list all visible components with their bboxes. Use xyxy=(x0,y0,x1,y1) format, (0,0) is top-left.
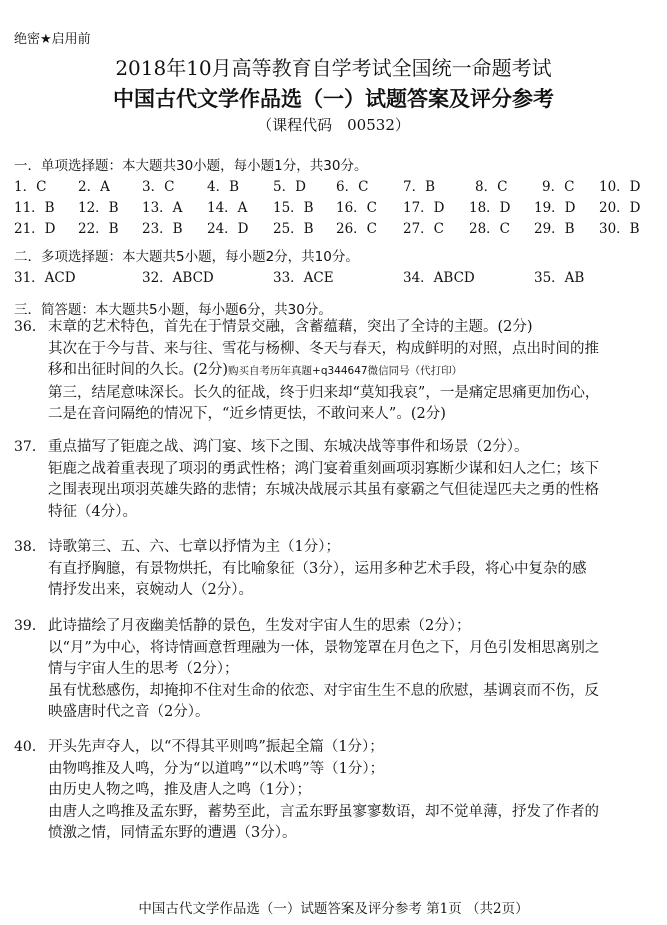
answer-35: 35．AB xyxy=(534,270,585,286)
answer-line: 以“月”为中心，将诗情画意哲理融为一体，景物笼罩在月色之下，月色引发相思离别之 xyxy=(48,639,600,656)
question-37 xyxy=(14,437,659,523)
answer-line: 二是在音问隔绝的情况下，“近乡情更怯，不敢问来人”。(2分) xyxy=(48,406,446,422)
answer-line: 末章的艺术特色，首先在于情景交融，含蓄蕴藉，突出了全诗的主题。(2分) xyxy=(48,319,533,335)
answer-21: 21．D xyxy=(14,221,56,237)
answer-16: 16．C xyxy=(336,200,378,216)
confidential-label: 绝密★启用前 xyxy=(14,32,91,47)
promo-note: 购买自考历年真题+q344647微信同号（代打印） xyxy=(228,365,463,377)
answer-1: 1．C xyxy=(14,179,47,195)
answer-19: 19．D xyxy=(534,200,576,216)
question-number: 36． xyxy=(14,319,46,335)
answer-7: 7．B xyxy=(403,179,436,195)
answer-29: 29．B xyxy=(534,221,575,237)
answer-line: 钜鹿之战着重表现了项羽的勇武性格；鸿门宴着重刻画项羽寡断少谋和妇人之仁；垓下 xyxy=(48,460,599,477)
answer-line: 开头先声夺人，以“不得其平则鸣”振起全篇（1分）； xyxy=(48,739,384,755)
answer-28: 28．C xyxy=(469,221,511,237)
answer-line: 由历史人物之鸣，推及唐人之鸣（1分）； xyxy=(48,782,311,798)
section1-heading: 一．单项选择题：本大题共30小题，每小题1分，共30分。 xyxy=(14,158,368,174)
answer-6: 6．C xyxy=(336,179,369,195)
section3-heading: 三．简答题：本大题共5小题，每小题6分，共30分。 xyxy=(14,302,332,318)
answer-20: 20．D xyxy=(599,200,641,216)
question-39 xyxy=(14,616,659,724)
answer-line: 映盛唐时代之音（2分）。 xyxy=(48,704,210,720)
question-40 xyxy=(14,737,659,845)
answer-26: 26．C xyxy=(336,221,378,237)
answer-34: 34．ABCD xyxy=(403,270,475,286)
answer-line: 第三，结尾意味深长。长久的征战，终于归来却“莫知我哀”，一是痛定思痛更加伤心， xyxy=(48,384,600,401)
answer-22: 22．B xyxy=(78,221,119,237)
answer-line: 重点描写了钜鹿之战、鸿门宴、垓下之围、东城决战等事件和场景（2分）。 xyxy=(48,439,529,455)
page-footer: 中国古代文学作品选（一）试题答案及评分参考 第1页 （共2页） xyxy=(138,901,529,917)
question-number: 38． xyxy=(14,539,46,555)
answer-3: 3．C xyxy=(142,179,175,195)
answer-2: 2．A xyxy=(78,179,110,195)
subject-title: 中国古代文学作品选（一）试题答案及评分参考 xyxy=(113,87,554,111)
answer-32: 32．ABCD xyxy=(142,270,214,286)
answer-line: 情与宇宙人生的思考（2分）； xyxy=(48,661,239,677)
answer-8: 8．C xyxy=(475,179,508,195)
answer-line: 之围表现出项羽英雄失路的悲情；东城决战展示其虽有豪霸之气但徒逞匹夫之勇的性格 xyxy=(48,482,599,498)
question-36 xyxy=(14,317,659,426)
answer-13: 13．A xyxy=(142,200,183,216)
answer-5: 5．D xyxy=(273,179,306,195)
question-number: 40． xyxy=(14,739,46,755)
answer-23: 23．B xyxy=(142,221,183,237)
course-code: （课程代码 00532） xyxy=(257,116,410,134)
answer-line: 诗歌第三、五、六、七章以抒情为主（1分）； xyxy=(48,539,340,555)
answer-31: 31．ACD xyxy=(14,270,76,286)
answer-10: 10．D xyxy=(599,179,641,195)
answer-33: 33．ACE xyxy=(273,270,334,286)
answer-30: 30．B xyxy=(599,221,640,237)
question-number: 39． xyxy=(14,618,46,634)
answer-25: 25．B xyxy=(273,221,314,237)
section2-heading: 二．多项选择题：本大题共5小题，每小题2分，共10分。 xyxy=(14,249,359,265)
answer-11: 11．B xyxy=(14,200,55,216)
question-38 xyxy=(14,537,659,602)
answer-line: 愤激之情，同情孟东野的遭遇（3分）。 xyxy=(48,825,297,841)
answer-17: 17．D xyxy=(403,200,445,216)
answer-line: 其次在于今与昔、来与往、雪花与杨柳、冬天与春天，构成鲜明的对照，点出时间的推 xyxy=(48,340,599,357)
answer-24: 24．D xyxy=(207,221,249,237)
answer-line-with-note xyxy=(14,360,659,383)
answer-line: 有直抒胸臆，有景物烘托，有比喻象征（3分），运用多种艺术手段，将心中复杂的感 xyxy=(48,560,587,577)
answer-15: 15．B xyxy=(273,200,314,216)
answer-18: 18．D xyxy=(469,200,511,216)
answer-27: 27．C xyxy=(403,221,445,237)
answer-14: 14．A xyxy=(207,200,248,216)
answer-line: 由物鸣推及人鸣，分为“以道鸣”“以术鸣”等（1分）； xyxy=(48,760,385,777)
answer-4: 4．B xyxy=(207,179,240,195)
question-number: 37． xyxy=(14,439,46,455)
exam-title: 2018年10月高等教育自学考试全国统一命题考试 xyxy=(115,56,552,80)
answer-12: 12．B xyxy=(78,200,119,216)
answer-text: 移和出征时间的久长。(2分) xyxy=(48,362,229,378)
answer-line: 情抒发出来，哀婉动人（2分）。 xyxy=(48,582,253,598)
answer-line: 特征（4分）。 xyxy=(48,503,137,520)
answer-line: 由唐人之鸣推及孟东野，蓄势至此，言孟东野虽寥寥数语，却不觉单薄，抒发了作者的 xyxy=(48,803,599,820)
answer-line: 虽有忧愁感伤，却掩抑不住对生命的依恋、对宇宙生生不息的欣慰，基调哀而不伤，反 xyxy=(48,682,599,699)
answer-line: 此诗描绘了月夜幽美恬静的景色，生发对宇宙人生的思索（2分）； xyxy=(48,618,471,634)
answer-9: 9．C xyxy=(542,179,575,195)
